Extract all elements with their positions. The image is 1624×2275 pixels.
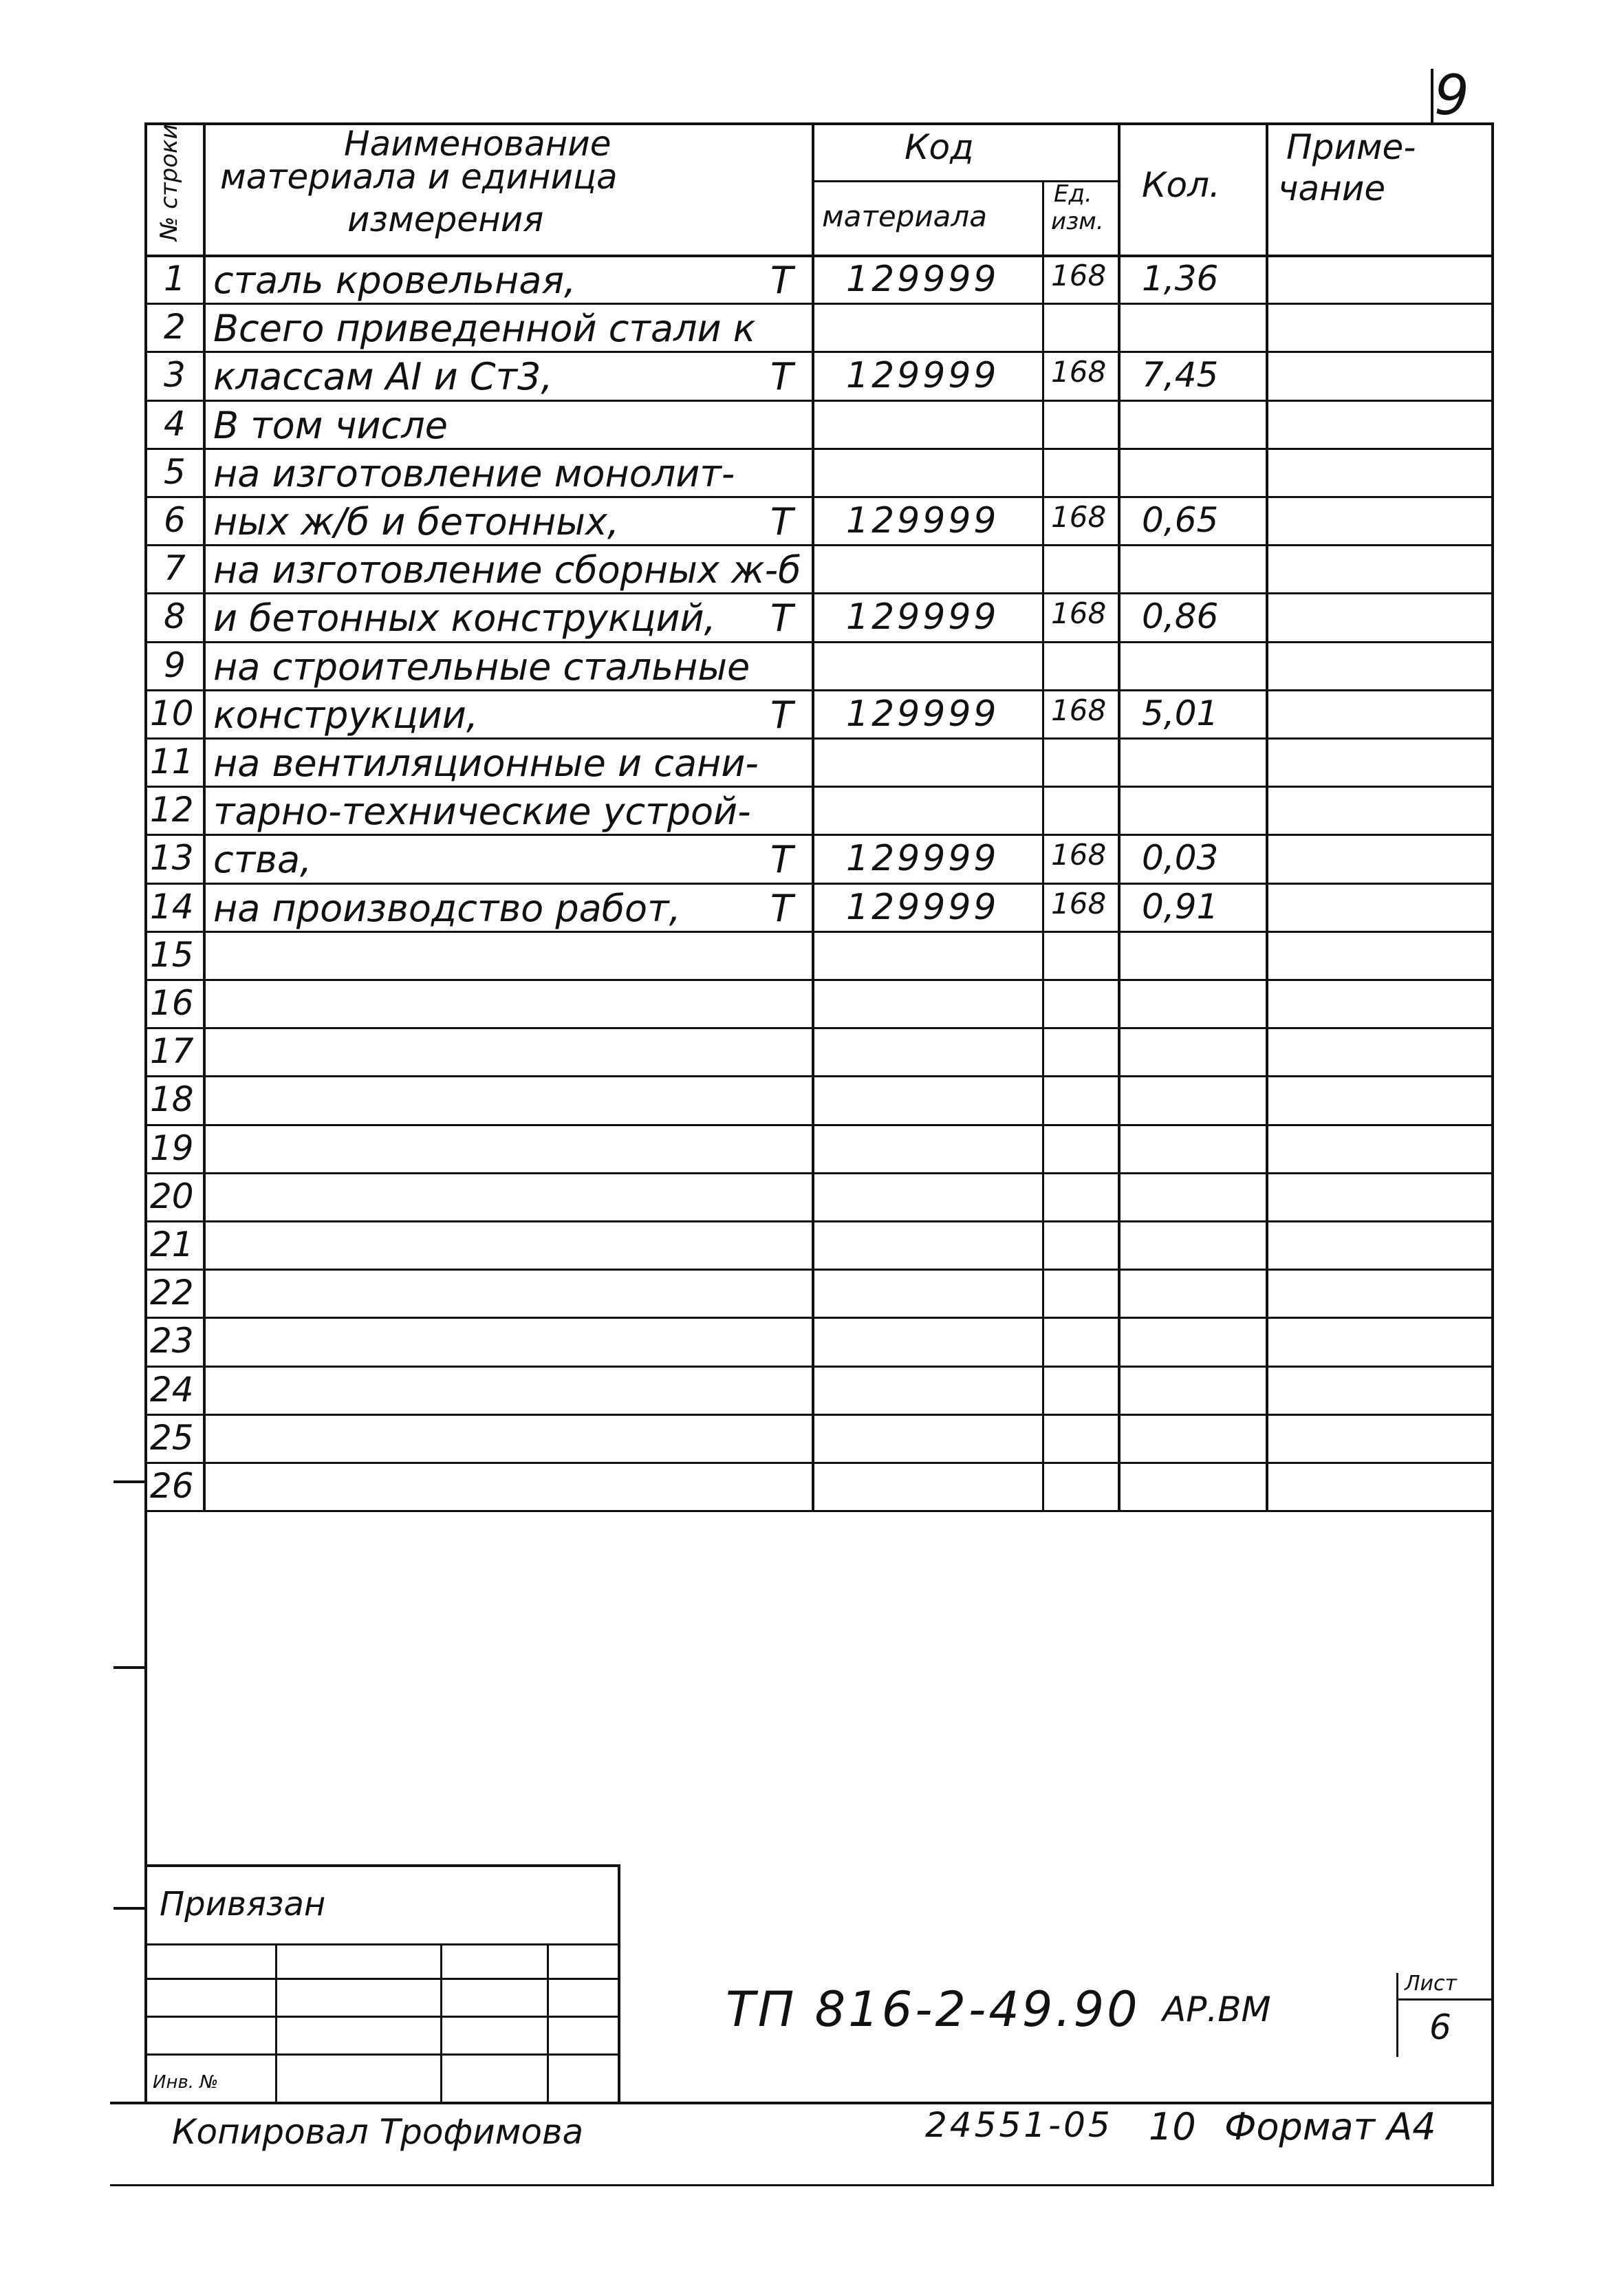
stamp-inv-no: Инв. №	[153, 2072, 219, 2093]
row-number: 10	[150, 693, 194, 733]
row-number: 4	[164, 403, 186, 444]
row-line	[146, 351, 1493, 353]
row-line	[146, 979, 1493, 981]
row-line	[146, 834, 1493, 836]
row-line	[146, 1220, 1493, 1222]
frame-bottom	[110, 2102, 1494, 2104]
row-name: ных ж/б и бетонных,	[213, 500, 620, 543]
margin-tick-2	[113, 1666, 147, 1669]
header-bottom-line	[146, 255, 1493, 257]
sheet-label: Лист	[1405, 1972, 1458, 1996]
row-line	[146, 544, 1493, 546]
row-number: 20	[150, 1176, 194, 1216]
row-unit-code: 168	[1051, 886, 1107, 920]
row-number: 16	[150, 983, 194, 1023]
stamp-line-3	[146, 2016, 620, 2018]
stamp-top-line	[146, 1864, 620, 1867]
row-line	[146, 592, 1493, 594]
col-line-number	[203, 122, 206, 1510]
row-line	[146, 931, 1493, 933]
stamp-line-4	[146, 2053, 620, 2056]
row-number: 13	[150, 838, 194, 878]
row-quantity: 0,86	[1142, 596, 1219, 637]
row-number: 15	[150, 934, 194, 975]
row-unit: Т	[770, 259, 793, 302]
row-number: 22	[150, 1273, 194, 1313]
row-quantity: 7,45	[1142, 355, 1219, 396]
row-name: классам АI и Ст3,	[213, 355, 553, 399]
header-name-line1: Наименование	[344, 124, 611, 164]
header-code-material: материала	[822, 200, 988, 233]
margin-tick-3	[113, 1907, 147, 1910]
row-number: 19	[150, 1128, 194, 1168]
row-number: 7	[164, 548, 186, 589]
row-line	[146, 1414, 1493, 1416]
row-line	[146, 303, 1493, 305]
stamp-vertical-divider	[618, 1864, 620, 2102]
row-name: и бетонных конструкций,	[213, 596, 716, 640]
row-number: 9	[164, 645, 186, 685]
row-number: 25	[150, 1417, 194, 1458]
row-line	[146, 1027, 1493, 1029]
row-quantity: 0,65	[1142, 500, 1219, 540]
col-line-qty	[1266, 122, 1268, 1510]
row-number: 6	[164, 500, 186, 540]
stamp-line-1	[146, 1943, 620, 1945]
header-code-unit-1: Ед.	[1054, 180, 1092, 208]
frame-left	[144, 122, 147, 2104]
row-name: сталь кровельная,	[213, 259, 576, 302]
col-line-unit	[1118, 122, 1120, 1510]
row-line	[146, 1366, 1493, 1368]
row-quantity: 0,91	[1142, 886, 1219, 927]
trim-line	[110, 2184, 1494, 2186]
row-unit: Т	[770, 355, 793, 399]
row-code: 129999	[846, 693, 999, 735]
row-code: 129999	[846, 500, 999, 541]
row-number: 21	[150, 1225, 194, 1264]
row-number: 1	[164, 259, 186, 299]
row-unit: Т	[770, 838, 793, 882]
footer-copied-by: Копировал Трофимова	[172, 2112, 584, 2152]
row-code: 129999	[846, 596, 999, 638]
stamp-privyazan: Привязан	[160, 1885, 326, 1923]
row-name: на вентиляционные и сани-	[213, 742, 759, 785]
sheet-box-left	[1396, 1973, 1398, 2057]
row-line	[146, 1269, 1493, 1271]
row-code: 129999	[846, 886, 999, 928]
row-number: 11	[150, 742, 194, 781]
row-number: 18	[150, 1079, 194, 1120]
row-line	[146, 641, 1493, 643]
row-name: конструкции,	[213, 693, 479, 737]
row-name: на изготовление сборных ж-б	[213, 548, 801, 592]
row-name: тарно-технические устрой-	[213, 790, 751, 834]
header-note-1: Приме-	[1286, 127, 1416, 167]
margin-tick-1	[113, 1480, 147, 1483]
row-unit-code: 168	[1051, 693, 1107, 727]
row-number: 24	[150, 1369, 194, 1410]
row-quantity: 0,03	[1142, 838, 1219, 878]
stamp-col-3	[547, 1943, 549, 2102]
col-line-code	[1042, 180, 1044, 1510]
row-number: 12	[150, 790, 194, 830]
row-unit-code: 168	[1051, 355, 1107, 389]
frame-right	[1491, 122, 1494, 2186]
row-name: Всего приведенной стали к	[213, 307, 756, 351]
row-name: ства,	[213, 838, 312, 882]
row-name: на производство работ,	[213, 886, 681, 930]
row-number: 5	[164, 451, 186, 492]
row-line	[146, 689, 1493, 691]
page-number-divider	[1431, 69, 1433, 124]
header-row-number: № строки	[155, 124, 183, 241]
footer-copy-number: 10	[1149, 2105, 1196, 2148]
row-line	[146, 1172, 1493, 1174]
row-unit-code: 168	[1051, 500, 1107, 534]
row-name: на строительные стальные	[213, 645, 750, 689]
header-name-line3: измерения	[347, 200, 544, 239]
sheet-box-mid	[1396, 1998, 1493, 2001]
row-number: 8	[164, 596, 186, 637]
row-code: 129999	[846, 259, 999, 300]
stamp-doc-section: АР.ВМ	[1162, 1990, 1271, 2029]
row-line	[146, 448, 1493, 450]
row-line	[146, 1317, 1493, 1319]
header-note-2: чание	[1278, 169, 1386, 208]
row-unit: Т	[770, 693, 793, 737]
row-quantity: 5,01	[1142, 693, 1219, 733]
row-unit-code: 168	[1051, 596, 1107, 631]
row-unit: Т	[770, 500, 793, 543]
row-line	[146, 1510, 1493, 1512]
stamp-col-2	[440, 1943, 442, 2102]
row-name: на изготовление монолит-	[213, 451, 735, 495]
row-code: 129999	[846, 838, 999, 880]
row-line	[146, 496, 1493, 498]
header-code-unit-2: изм.	[1051, 208, 1104, 235]
row-unit: Т	[770, 886, 793, 930]
row-unit-code: 168	[1051, 838, 1107, 872]
header-code: Код	[905, 127, 974, 167]
row-line	[146, 737, 1493, 740]
row-number: 23	[150, 1321, 194, 1361]
row-line	[146, 786, 1493, 788]
sheet-number: 6	[1429, 2007, 1451, 2047]
stamp-col-1	[275, 1943, 277, 2102]
row-line	[146, 1075, 1493, 1077]
row-number: 3	[164, 355, 186, 396]
stamp-doc-code: ТП 816-2-49.90	[726, 1981, 1140, 2038]
row-number: 2	[164, 307, 186, 347]
row-line	[146, 400, 1493, 402]
row-quantity: 1,36	[1142, 259, 1219, 299]
header-qty: Кол.	[1142, 165, 1220, 205]
row-number: 26	[150, 1466, 194, 1506]
row-unit-code: 168	[1051, 259, 1107, 292]
row-line	[146, 1124, 1493, 1126]
row-number: 14	[150, 886, 194, 927]
footer-format: Формат А4	[1224, 2105, 1436, 2148]
row-name: В том числе	[213, 403, 448, 447]
row-unit: Т	[770, 596, 793, 640]
row-code: 129999	[846, 355, 999, 397]
row-line	[146, 1462, 1493, 1464]
stamp-line-2	[146, 1978, 620, 1980]
footer-order-number: 24551-05	[925, 2105, 1113, 2145]
page-number: 9	[1434, 63, 1469, 127]
row-line	[146, 883, 1493, 885]
col-line-name	[812, 122, 814, 1510]
header-name-line2: материала и единица	[220, 157, 618, 197]
row-number: 17	[150, 1031, 194, 1072]
